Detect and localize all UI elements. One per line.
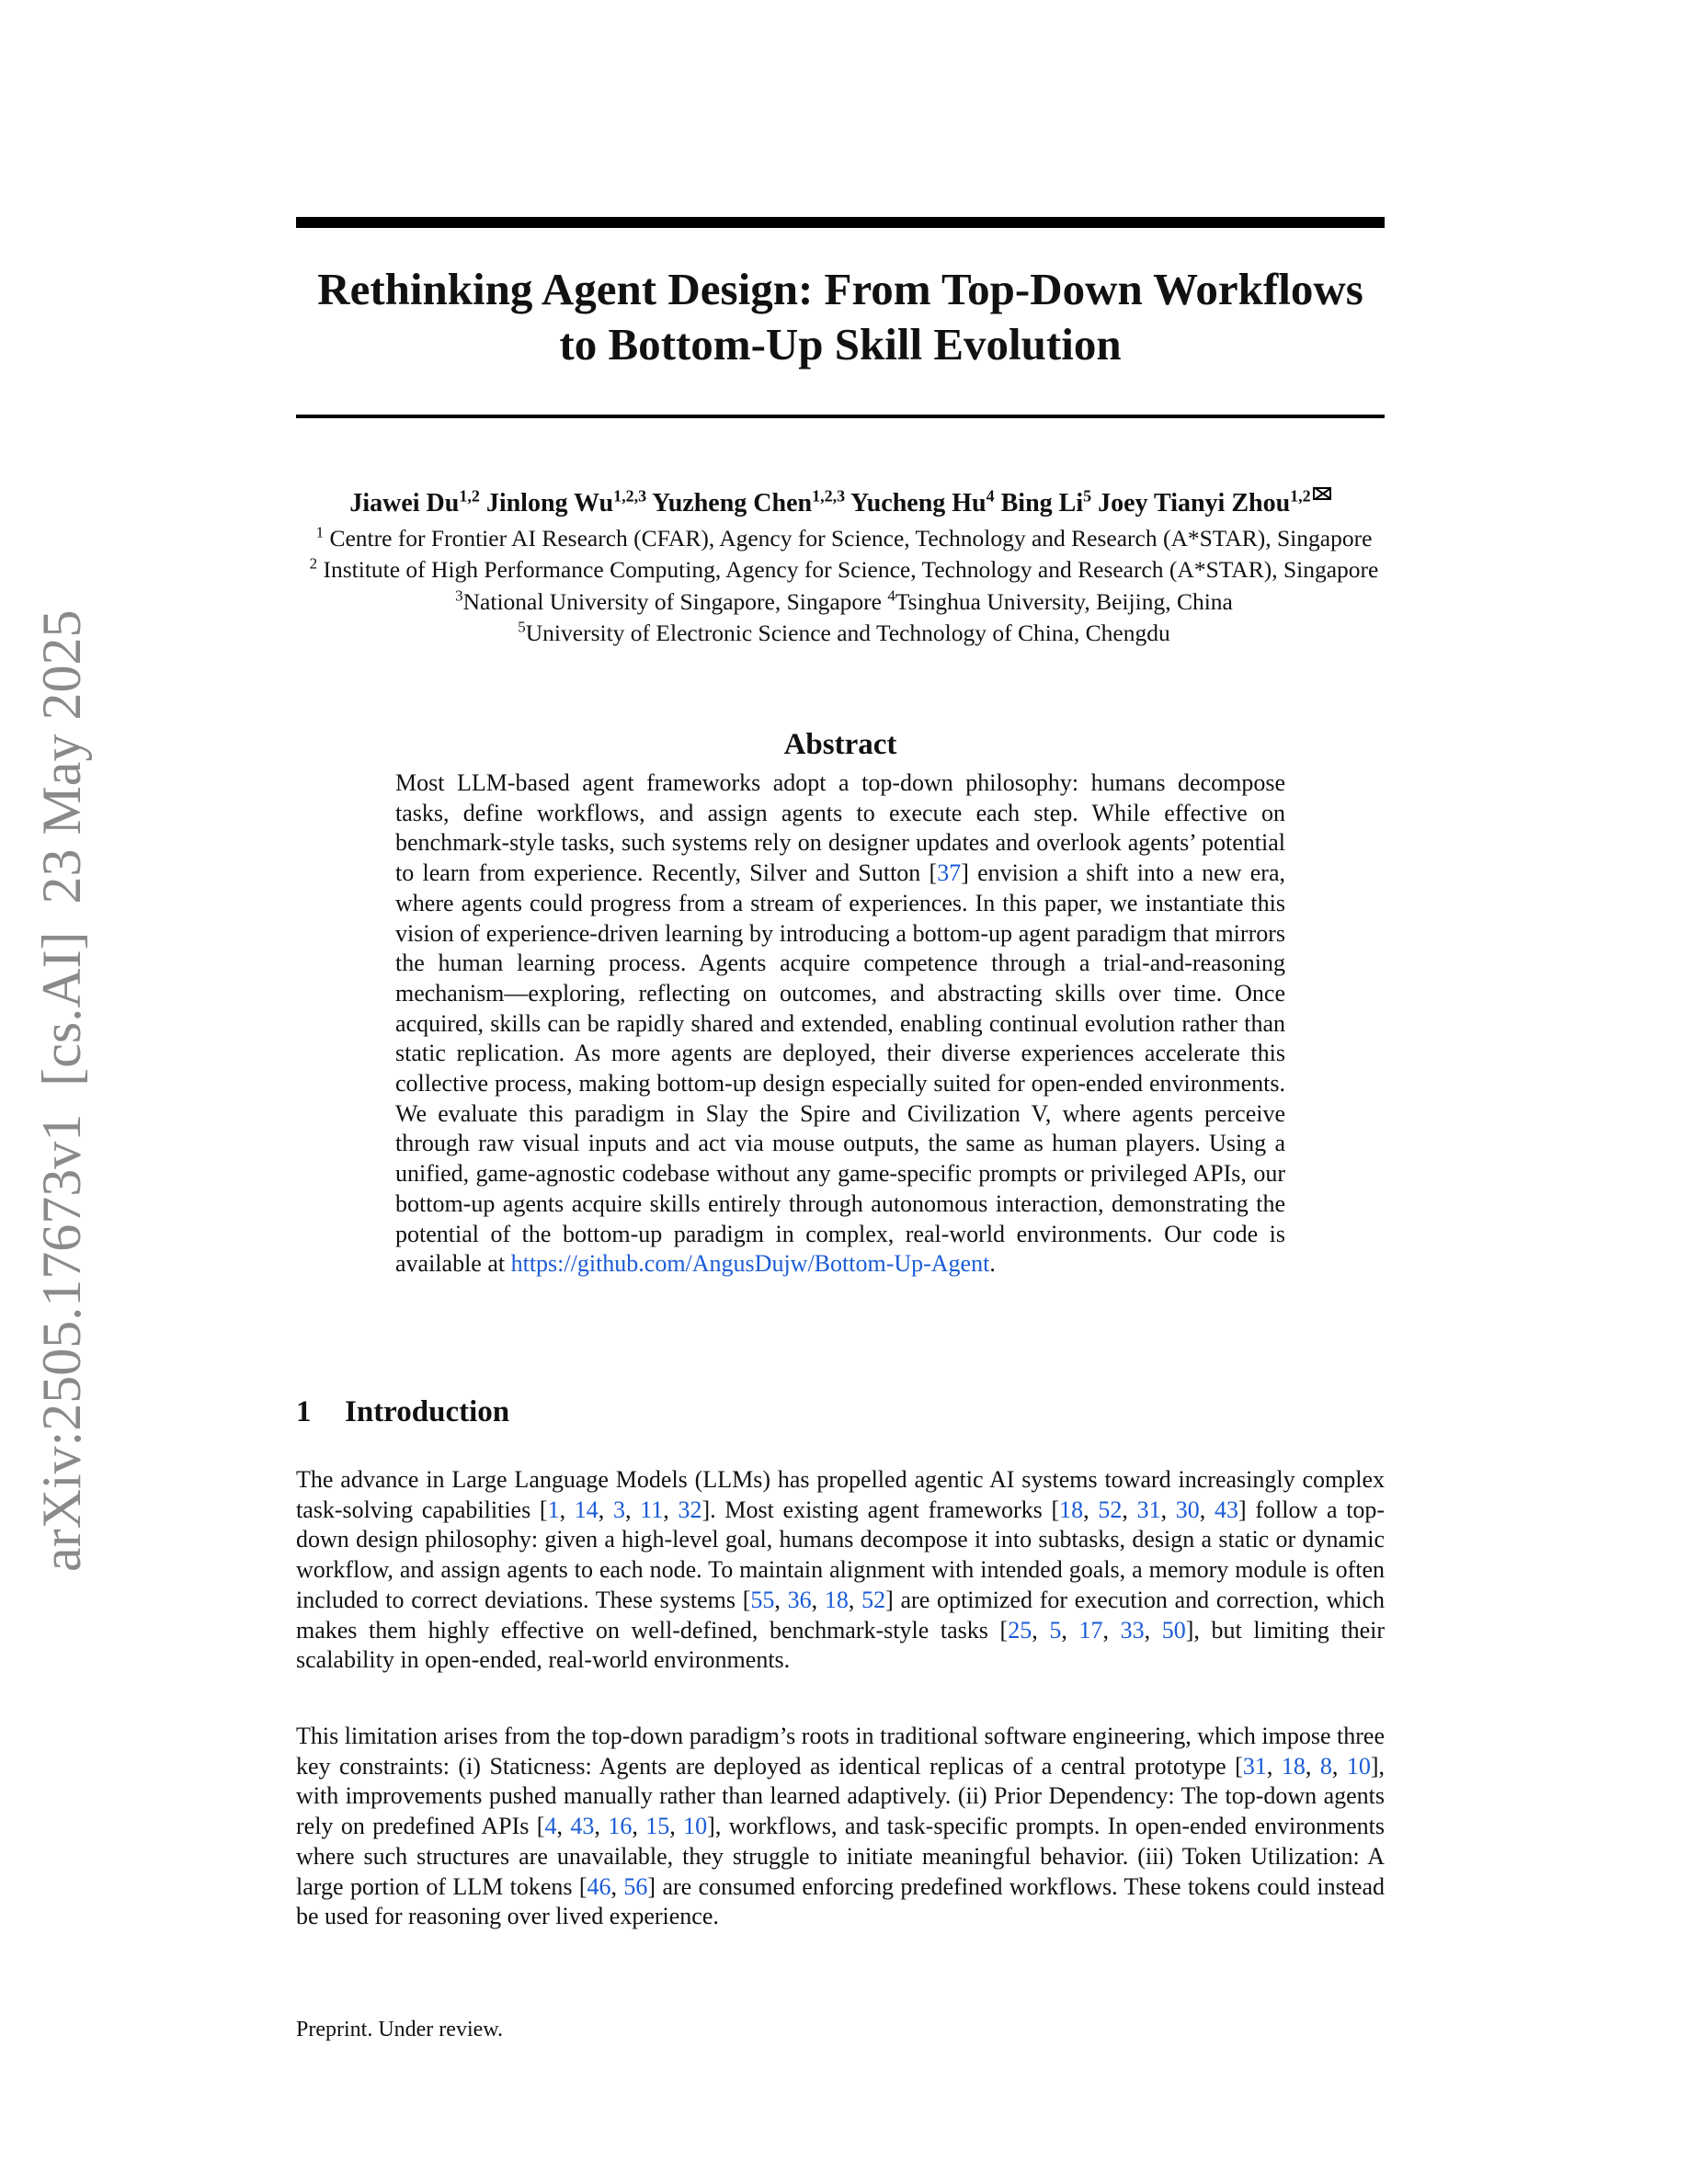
paragraph-text-run: , xyxy=(1122,1496,1137,1523)
paragraph-text-run: The advance in Large Language Models (LLMs) has propelled agentic AI systems toward increasingly complex task-solving capabilities [ xyxy=(296,1466,1385,1523)
citation-link[interactable]: 10 xyxy=(683,1813,708,1840)
author-list xyxy=(276,487,1405,519)
affiliation-line-2 xyxy=(276,555,1412,585)
introduction-paragraph-1 xyxy=(296,1465,1385,1676)
paragraph-text-run: , xyxy=(663,1496,679,1523)
citation-link[interactable]: 32 xyxy=(678,1496,702,1523)
citation-link[interactable]: 30 xyxy=(1175,1496,1200,1523)
paragraph-text-run: ] are consumed enforcing predefined workflows. These tokens could instead be used for reasoning over lived experience. xyxy=(296,1872,1385,1930)
paragraph-text-run: , xyxy=(1266,1752,1282,1780)
paragraph-text-run: , xyxy=(559,1496,575,1523)
corresponding-author-envelope-icon xyxy=(1313,487,1331,500)
paper-title xyxy=(296,262,1385,372)
affiliation-text: Institute of High Performance Computing, Agency for Science, Technology and Research (A*STAR), Singapore xyxy=(317,556,1379,583)
citation-link[interactable]: 55 xyxy=(750,1586,775,1613)
citation-link[interactable]: 46 xyxy=(587,1872,611,1900)
citation-link[interactable]: 50 xyxy=(1161,1616,1186,1644)
affiliation-text: National University of Singapore, Singapore xyxy=(462,588,888,615)
citation-link[interactable]: 43 xyxy=(570,1813,595,1840)
citation-link[interactable]: 52 xyxy=(1098,1496,1123,1523)
paragraph-text-run: , xyxy=(594,1813,609,1840)
abstract-heading: Abstract xyxy=(783,728,897,761)
author-name: Yucheng Hu xyxy=(850,489,987,518)
paragraph-text-run: ], but limiting their scalability in open-ended, real-world environments. xyxy=(296,1616,1386,1674)
paragraph-text-run: , xyxy=(669,1813,684,1840)
paragraph-text-run: ] follow a top-down design philosophy: given a high-level goal, humans decompose it into subtasks, design a static or dynamic workflow, and assign agents to each node. To maintain alignment with intended goals, a memory module is often included to correct deviations. These systems [ xyxy=(296,1496,1386,1613)
citation-link[interactable]: 33 xyxy=(1120,1616,1145,1644)
paragraph-text-run: , xyxy=(632,1813,646,1840)
affiliation-marker: 5 xyxy=(518,618,526,636)
citation-link[interactable]: 18 xyxy=(1059,1496,1084,1523)
paragraph-text-run: This limitation arises from the top-down paradigm’s roots in traditional software engineering, which impose three key constraints: (i) Staticness: Agents are deployed as identical replicas of a central prototype [ xyxy=(296,1723,1385,1780)
abstract-body xyxy=(395,768,1285,1280)
author-affiliation-marker: 1,2 xyxy=(459,486,480,506)
title-bottom-rule xyxy=(296,415,1385,418)
github-repository-link[interactable]: https://github.com/AngusDujw/Bottom-Up-Agent xyxy=(510,1250,990,1278)
title-line-2: to Bottom-Up Skill Evolution xyxy=(559,319,1122,370)
section-title: Introduction xyxy=(345,1395,510,1428)
affiliation-line-3 xyxy=(276,587,1412,617)
paragraph-text-run: , xyxy=(1331,1752,1347,1780)
citation-link[interactable]: 1 xyxy=(547,1496,560,1523)
citation-link[interactable]: 52 xyxy=(861,1586,886,1613)
paragraph-text-run: , xyxy=(1083,1496,1099,1523)
introduction-paragraph-2 xyxy=(296,1722,1385,1932)
abstract-text-part: ] envision a shift into a new era, where agents could progress from a stream of experiences. In this paper, we instantiate this vision of experience-driven learning by introducing a bottom-up agent paradigm that mirrors the human learning process. Agents acquire competence through a trial-and-reasoning mechanism—exploring, reflecting on outcomes, and abstracting skills over time. Once acquired, skills can be rapidly shared and extended, enabling continual evolution rather than static replication. As more agents are deployed, their diverse experiences accelerate this collective process, making bottom-up design especially suited for open-ended environments. We evaluate this paradigm in Slay the Spire and Civilization V, where agents perceive through raw visual inputs and act via mouse outputs, the same as human players. Using a unified, game-agnostic codebase without any game-specific prompts or privileged APIs, our bottom-up agents acquire skills entirely through autonomous interaction, demonstrating the potential of the bottom-up paradigm in complex, real-world environments. Our code is available at xyxy=(395,859,1285,1278)
title-top-rule xyxy=(296,217,1385,228)
paragraph-text-run: , xyxy=(1032,1616,1050,1644)
paragraph-text-run: , xyxy=(598,1496,614,1523)
citation-link[interactable]: 56 xyxy=(623,1872,648,1900)
affiliation-text: Centre for Frontier AI Research (CFAR), Agency for Science, Technology and Research (A*STAR), Singapore xyxy=(324,525,1373,552)
affiliation-text: Tsinghua University, Beijing, China xyxy=(895,588,1233,615)
author-name: Jinlong Wu xyxy=(485,489,614,518)
section-number: 1 xyxy=(296,1395,312,1428)
affiliation-text: University of Electronic Science and Technology of China, Chengdu xyxy=(525,620,1170,646)
affiliation-marker: 1 xyxy=(315,523,325,541)
paragraph-text-run: , xyxy=(848,1586,862,1613)
citation-link[interactable]: 25 xyxy=(1008,1616,1032,1644)
citation-link[interactable]: 18 xyxy=(1281,1752,1306,1780)
title-line-1: Rethinking Agent Design: From Top-Down Workflows xyxy=(317,264,1363,314)
paragraph-text-run: , xyxy=(1061,1616,1079,1644)
author-affiliation-marker: 4 xyxy=(986,486,995,506)
citation-link[interactable]: 8 xyxy=(1319,1752,1332,1780)
affiliation-marker: 2 xyxy=(309,554,318,573)
citation-link[interactable]: 14 xyxy=(574,1496,599,1523)
abstract-text-part: . xyxy=(989,1250,996,1278)
paragraph-text-run: ], workflows, and task-specific prompts. In open-ended environments where such structures are unavailable, they struggle to initiate meaningful behavior. (iii) Token Utilization: A large portion of LLM tokens [ xyxy=(296,1813,1386,1900)
citation-link[interactable]: 43 xyxy=(1215,1496,1238,1523)
arxiv-identifier-stamp: arXiv:2505.17673v1 [cs.AI] 23 May 2025 xyxy=(31,609,92,1572)
affiliation-line-4 xyxy=(276,619,1412,648)
citation-link[interactable]: 18 xyxy=(824,1586,849,1613)
section-heading-introduction xyxy=(296,1393,509,1430)
citation-link[interactable]: 37 xyxy=(937,859,962,887)
author-affiliation-marker: 1,2 xyxy=(1290,486,1311,506)
citation-link[interactable]: 3 xyxy=(613,1496,626,1523)
paragraph-text-run: , xyxy=(556,1813,571,1840)
citation-link[interactable]: 17 xyxy=(1078,1616,1103,1644)
paragraph-text-run: ]. Most existing agent frameworks [ xyxy=(701,1496,1060,1523)
abstract-text-part: Most LLM-based agent frameworks adopt a top-down philosophy: humans decompose tasks, define workflows, and assign agents to execute each step. While effective on benchmark-style tasks, such systems rely on designer updates and overlook agents’ potential to learn from experience. Recently, Silver and Sutton [ xyxy=(395,769,1285,887)
paragraph-text-run: , xyxy=(1160,1496,1176,1523)
author-name: Joey Tianyi Zhou xyxy=(1098,489,1291,518)
affiliation-marker: 3 xyxy=(455,586,463,605)
paragraph-text-run: , xyxy=(1144,1616,1162,1644)
citation-link[interactable]: 4 xyxy=(544,1813,557,1840)
affiliation-line-1 xyxy=(276,524,1412,553)
citation-link[interactable]: 11 xyxy=(640,1496,664,1523)
paragraph-text-run: , xyxy=(1305,1752,1320,1780)
paragraph-text-run: ], with improvements pushed manually rather than learned adaptively. (ii) Prior Dependency: The top-down agents rely on predefined APIs [ xyxy=(296,1752,1386,1840)
citation-link[interactable]: 36 xyxy=(787,1586,812,1613)
author-name: Jiawei Du xyxy=(349,489,460,518)
citation-link[interactable]: 15 xyxy=(645,1813,670,1840)
author-affiliation-marker: 1,2,3 xyxy=(812,486,846,506)
paragraph-text-run: , xyxy=(610,1872,624,1900)
citation-link[interactable]: 31 xyxy=(1136,1496,1161,1523)
preprint-footer: Preprint. Under review. xyxy=(296,2018,504,2042)
paragraph-text-run: , xyxy=(625,1496,641,1523)
citation-link[interactable]: 31 xyxy=(1242,1752,1267,1780)
author-affiliation-marker: 5 xyxy=(1083,486,1092,506)
paragraph-text-run: ] are optimized for execution and correction, which makes them highly effective on well-defined, benchmark-style tasks [ xyxy=(296,1586,1386,1644)
author-name: Bing Li xyxy=(1000,489,1084,518)
citation-link[interactable]: 10 xyxy=(1346,1752,1371,1780)
paragraph-text-run: , xyxy=(1199,1496,1215,1523)
author-name: Yuzheng Chen xyxy=(652,489,813,518)
paragraph-text-run: , xyxy=(774,1586,788,1613)
affiliation-marker: 4 xyxy=(887,586,895,605)
citation-link[interactable]: 16 xyxy=(608,1813,633,1840)
author-affiliation-marker: 1,2,3 xyxy=(613,486,647,506)
citation-link[interactable]: 5 xyxy=(1049,1616,1062,1644)
paragraph-text-run: , xyxy=(1102,1616,1121,1644)
paragraph-text-run: , xyxy=(811,1586,825,1613)
